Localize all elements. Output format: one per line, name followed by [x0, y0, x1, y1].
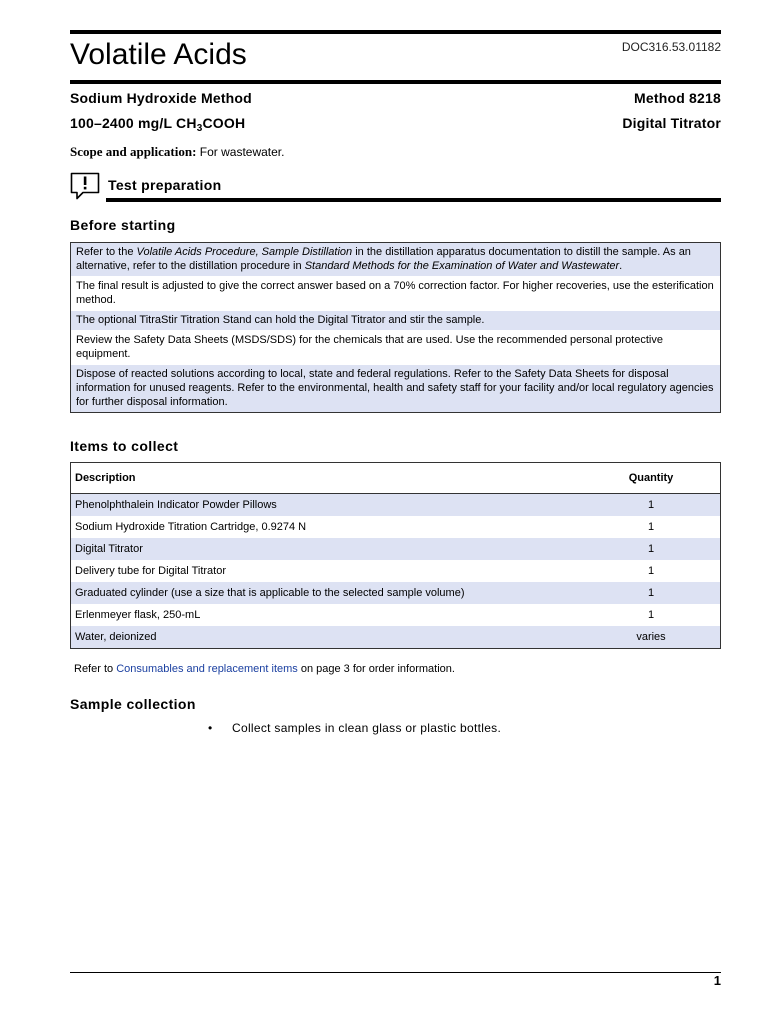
footer-rule	[70, 972, 721, 973]
description-column-header: Description	[71, 463, 583, 494]
table-row: Digital Titrator 1	[71, 538, 721, 560]
method-number: Method 8218	[634, 90, 721, 106]
table-row: Graduated cylinder (use a size that is applicable to the selected sample volume) 1	[71, 582, 721, 604]
table-row: Sodium Hydroxide Titration Cartridge, 0.9274 N 1	[75, 521, 655, 533]
before-starting-table	[70, 242, 721, 413]
measurement-range: 100–2400 mg/L $CH_3COOH$	[70, 115, 246, 134]
method-name: Sodium Hydroxide Method	[70, 90, 252, 106]
range-row	[70, 114, 721, 132]
table-row: Erlenmeyer flask, 250-mL 1	[75, 609, 655, 621]
note-row: The final result is adjusted to give the correct answer based on a 70% correction factor. For higher recoveries, use the esterification method.	[71, 277, 720, 311]
consumables-link[interactable]: Consumables and replacement items	[116, 663, 298, 675]
title-rule	[70, 80, 721, 84]
note-row: Dispose of reacted solutions according to local, state and federal regulations. Refer to the Safety Data Sheets for disposal information for unused reagents. Refer to the environmental, health and safety staff for your facility and/or local regulatory agencies for further disposal information.	[71, 365, 720, 412]
table-row: Phenolphthalein Indicator Powder Pillows 1	[71, 494, 721, 517]
note-row: Refer to the Volatile Acids Procedure, Sample Distillation in the distillation apparatus documentation to distill the sample. As an alternative, refer to the distillation procedure in Standard Methods for the Examination of Water and Wastewater.	[71, 243, 720, 277]
test-preparation-rule	[106, 198, 721, 202]
table-row: Delivery tube for Digital Titrator 1	[75, 565, 655, 577]
quantity-column-header: Quantity	[582, 463, 721, 494]
before-starting-heading: Before starting	[70, 217, 176, 233]
bullet-icon: •	[208, 721, 213, 735]
note-row: The optional TitraStir Titration Stand can hold the Digital Titrator and stir the sample.	[71, 311, 720, 331]
scope-text: For wastewater.	[199, 145, 285, 159]
order-information-note: Refer to Consumables and replacement items on page 3 for order information.	[74, 663, 455, 675]
document-title: Volatile Acids	[70, 38, 247, 71]
page-number: 1	[713, 973, 721, 988]
scope-label: Scope and application:	[70, 144, 197, 159]
test-preparation-heading: Test preparation	[108, 177, 222, 193]
method-row	[70, 89, 721, 107]
document-number: DOC316.53.01182	[621, 40, 721, 54]
document-page	[70, 0, 721, 1024]
top-rule	[70, 30, 721, 34]
items-to-collect-table	[70, 462, 721, 649]
list-item: • Collect samples in clean glass or plastic bottles.	[208, 721, 502, 735]
caution-callout-icon	[70, 172, 100, 200]
instrument-name: Digital Titrator	[622, 115, 721, 131]
note-row: Review the Safety Data Sheets (MSDS/SDS) for the chemicals that are used. Use the recommended personal protective equipment.	[71, 331, 720, 365]
scope-and-application	[70, 144, 284, 160]
sample-collection-heading: Sample collection	[70, 696, 196, 712]
table-row: Water, deionized varies	[71, 626, 721, 649]
items-to-collect-heading: Items to collect	[70, 438, 179, 454]
table-header-row	[71, 463, 721, 494]
